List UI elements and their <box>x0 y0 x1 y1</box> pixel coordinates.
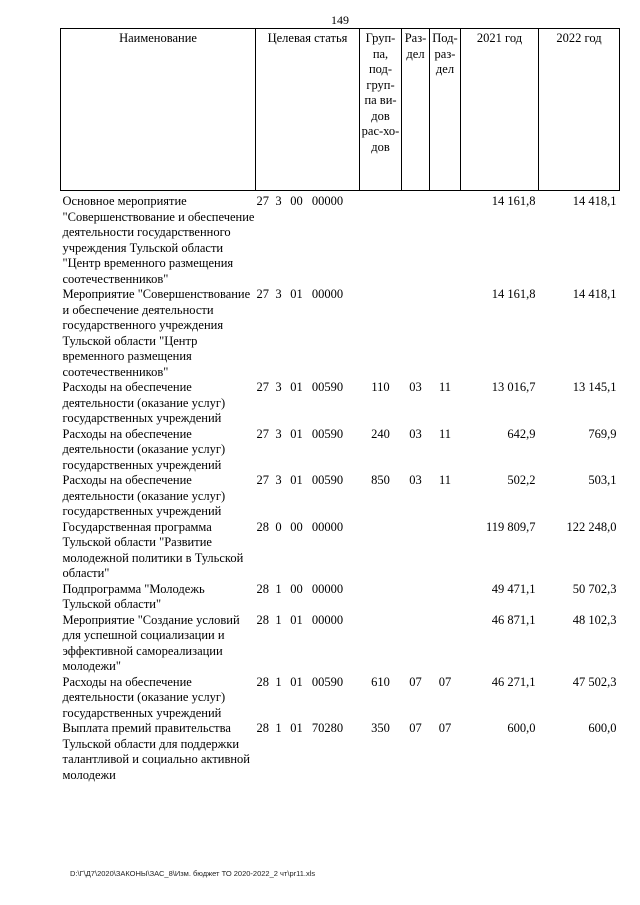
row-subsection <box>430 191 461 288</box>
header-group: Груп-па, под-груп-па ви-дов рас-хо-дов <box>360 29 402 191</box>
target-article-code <box>256 613 360 675</box>
table-row <box>61 380 620 427</box>
table-row <box>61 427 620 474</box>
row-name: Мероприятие "Совершенствование и обеспечение деятельности государственного учреждения Тульской области "Центр временного размещения соотечественников" <box>62 287 251 379</box>
row-name: Расходы на обеспечение деятельности (оказание услуг) государственных учреждений <box>62 473 226 518</box>
target-article-part: 00000 <box>311 287 344 301</box>
target-article-part: 3 <box>275 426 282 441</box>
target-article-part: 00 <box>290 194 303 208</box>
row-name: Расходы на обеспечение деятельности (оказание услуг) государственных учреждений <box>62 380 226 425</box>
row-2022: 600,0 <box>588 721 617 735</box>
row-group: 350 <box>371 721 390 735</box>
target-article-part: 1 <box>275 612 282 627</box>
row-name: Расходы на обеспечение деятельности (оказание услуг) государственных учреждений <box>62 426 226 472</box>
row-2021: 600,0 <box>507 721 536 735</box>
row-group: 610 <box>371 674 390 689</box>
target-article-part: 3 <box>275 473 282 487</box>
target-article-part: 70280 <box>311 721 344 735</box>
target-article-part: 27 <box>256 380 269 394</box>
header-2022: 2022 год <box>539 29 620 191</box>
target-article-part: 1 <box>275 721 282 735</box>
target-article-code <box>256 721 360 783</box>
target-article-part: 3 <box>275 380 282 394</box>
row-name: Выплата премий правительства Тульской области для поддержки талантливой и социально активной молодежи <box>62 721 250 782</box>
table-row <box>61 613 620 675</box>
budget-table <box>60 28 620 783</box>
row-2021: 46 271,1 <box>491 674 536 689</box>
target-article-part: 27 <box>256 473 269 487</box>
target-article-part: 00590 <box>311 674 344 689</box>
row-2021: 49 471,1 <box>491 581 536 596</box>
file-path-footer: D:\Г\Д7\2020\ЗАКОНЫ\ЗАС_8\Изм. бюджет ТО 2020-2022_2 чт\pr11.xls <box>70 869 316 878</box>
target-article-code <box>256 380 360 427</box>
target-article-code <box>256 520 360 582</box>
row-group <box>360 287 402 380</box>
target-article-part: 00000 <box>311 519 344 534</box>
row-group <box>360 191 402 288</box>
table-row <box>61 675 620 722</box>
row-2022: 769,9 <box>588 426 617 441</box>
header-target-article: Целевая статья <box>256 29 360 191</box>
row-name: Мероприятие "Создание условий для успешной социализации и эффективной самореализации молодежи" <box>62 612 240 673</box>
row-2022: 14 418,1 <box>572 287 617 301</box>
target-article-part: 01 <box>290 473 303 487</box>
row-name: Основное мероприятие "Совершенствование и обеспечение деятельности государственного учреждения Тульской области "Центр временного размещения соотечественников" <box>62 194 255 286</box>
row-2021: 46 871,1 <box>491 612 536 627</box>
row-section <box>402 191 430 288</box>
target-article-part: 28 <box>256 674 269 689</box>
row-section <box>402 582 430 613</box>
target-article-part: 27 <box>256 194 269 208</box>
target-article-part: 01 <box>290 674 303 689</box>
row-2021: 502,2 <box>507 473 536 487</box>
row-section <box>402 520 430 582</box>
target-article-part: 1 <box>275 581 282 596</box>
row-subsection <box>430 520 461 582</box>
row-group <box>360 520 402 582</box>
row-group: 850 <box>371 473 390 487</box>
target-article-part: 00000 <box>311 194 344 208</box>
row-section: 07 <box>409 721 422 735</box>
row-subsection <box>430 582 461 613</box>
row-group <box>360 613 402 675</box>
header-row <box>61 29 620 191</box>
row-name: Подпрограмма "Молодежь Тульской области" <box>62 581 205 611</box>
target-article-part: 01 <box>290 380 303 394</box>
row-subsection: 11 <box>438 380 452 394</box>
row-group <box>360 582 402 613</box>
target-article-code <box>256 427 360 474</box>
row-2022: 13 145,1 <box>572 380 617 394</box>
header-section: Раз-дел <box>402 29 430 191</box>
row-2022: 122 248,0 <box>566 519 617 534</box>
target-article-part: 28 <box>256 519 269 534</box>
page-number: 149 <box>331 13 349 27</box>
target-article-part: 0 <box>275 519 282 534</box>
row-section: 03 <box>409 380 422 394</box>
row-2022: 47 502,3 <box>572 674 617 689</box>
row-name: Государственная программа Тульской области "Развитие молодежной политики в Тульской области" <box>62 519 244 580</box>
target-article-part: 01 <box>290 612 303 627</box>
header-2021: 2021 год <box>461 29 539 191</box>
target-article-code <box>256 191 360 288</box>
row-section: 07 <box>409 674 422 689</box>
row-subsection: 11 <box>438 426 452 441</box>
row-2022: 14 418,1 <box>572 194 617 208</box>
row-subsection: 07 <box>438 721 452 735</box>
row-2021: 642,9 <box>507 426 536 441</box>
row-section: 03 <box>409 426 422 441</box>
row-section <box>402 613 430 675</box>
target-article-code <box>256 582 360 613</box>
row-section <box>402 287 430 380</box>
table-row <box>61 582 620 613</box>
table-row <box>61 473 620 520</box>
row-subsection: 07 <box>438 674 452 689</box>
target-article-part: 00590 <box>311 426 344 441</box>
target-article-part: 28 <box>256 721 269 735</box>
target-article-part: 00 <box>290 519 303 534</box>
row-2021: 14 161,8 <box>491 287 536 301</box>
target-article-part: 28 <box>256 581 269 596</box>
row-2021: 14 161,8 <box>491 194 536 208</box>
target-article-part: 01 <box>290 426 303 441</box>
target-article-code <box>256 473 360 520</box>
row-section: 03 <box>409 473 422 487</box>
target-article-part: 28 <box>256 612 269 627</box>
table-row <box>61 520 620 582</box>
target-article-part: 01 <box>290 287 303 301</box>
target-article-code <box>256 675 360 722</box>
header-name: Наименование <box>61 29 256 191</box>
target-article-part: 3 <box>275 194 282 208</box>
row-2021: 13 016,7 <box>491 380 536 394</box>
row-group: 240 <box>371 426 390 441</box>
target-article-part: 1 <box>275 674 282 689</box>
target-article-code <box>256 287 360 380</box>
target-article-part: 00590 <box>311 380 344 394</box>
target-article-part: 00590 <box>311 473 344 487</box>
row-group: 110 <box>371 380 390 394</box>
row-subsection <box>430 613 461 675</box>
row-2022: 50 702,3 <box>572 581 617 596</box>
row-2022: 48 102,3 <box>572 612 617 627</box>
header-subsection: Под-раз-дел <box>430 29 461 191</box>
target-article-part: 00000 <box>311 612 344 627</box>
target-article-part: 27 <box>256 287 269 301</box>
target-article-part: 01 <box>290 721 303 735</box>
table-row <box>61 721 620 783</box>
target-article-part: 3 <box>275 287 282 301</box>
row-2021: 119 809,7 <box>485 519 536 534</box>
target-article-part: 00000 <box>311 581 344 596</box>
row-subsection: 11 <box>438 473 452 487</box>
row-subsection <box>430 287 461 380</box>
table-row <box>61 191 620 288</box>
row-name: Расходы на обеспечение деятельности (оказание услуг) государственных учреждений <box>62 674 226 720</box>
target-article-part: 00 <box>290 581 303 596</box>
row-2022: 503,1 <box>588 473 617 487</box>
table-row <box>61 287 620 380</box>
target-article-part: 27 <box>256 426 269 441</box>
